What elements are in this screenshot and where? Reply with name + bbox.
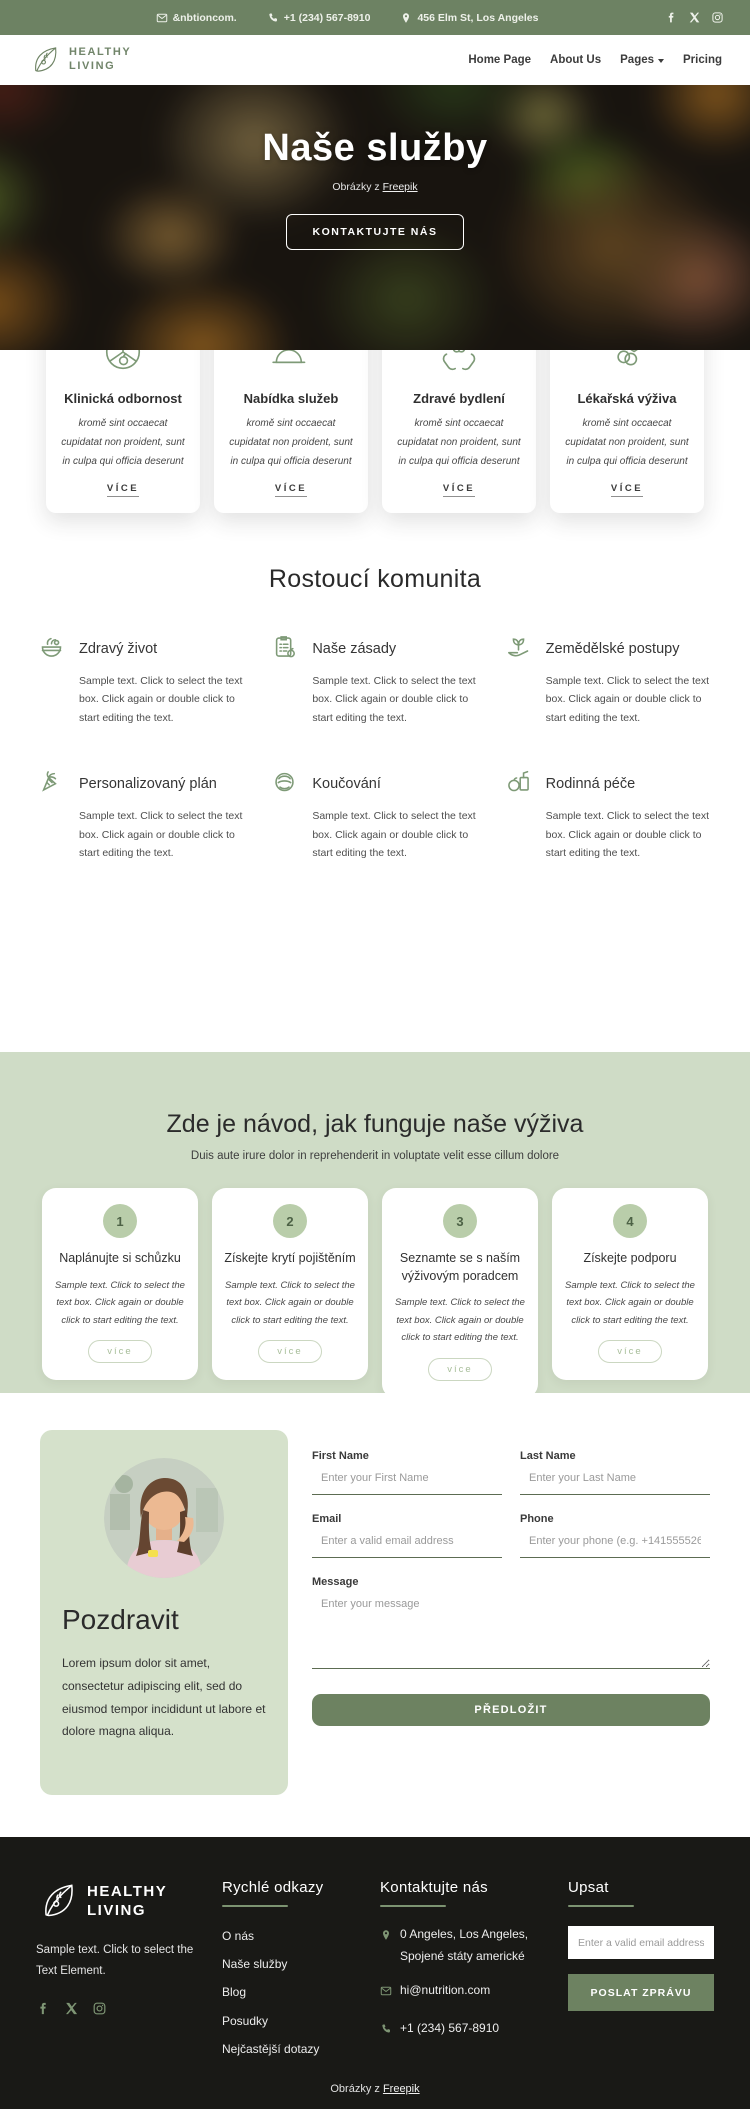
contact-text: Lorem ipsum dolor sit amet, consectetur adipiscing elit, sed do eiusmod tempor incididunt ut labore et dolore magna aliqua. bbox=[62, 1656, 266, 1739]
service-title: Lékařská výživa bbox=[577, 391, 677, 406]
feature-icon bbox=[271, 767, 303, 800]
community-section bbox=[0, 513, 750, 862]
main-section bbox=[0, 350, 750, 1052]
service-card bbox=[214, 350, 368, 513]
service-icon bbox=[57, 350, 189, 383]
feature-title: Naše zásady bbox=[312, 640, 397, 657]
newsletter-title: Upsat bbox=[568, 1879, 714, 1907]
topbar bbox=[0, 0, 750, 35]
first-name-field-group bbox=[312, 1450, 502, 1495]
service-card bbox=[550, 350, 704, 513]
how-subtitle: Duis aute irure dolor in reprehenderit in voluptate velit esse cillum dolore bbox=[190, 1150, 560, 1162]
social-icon-link[interactable] bbox=[711, 11, 724, 24]
step-number-badge: 3 bbox=[443, 1204, 477, 1238]
service-icon bbox=[561, 350, 693, 383]
feature-item bbox=[505, 632, 712, 727]
feature-title: Koučování bbox=[312, 775, 381, 792]
social-icon-link[interactable] bbox=[688, 11, 701, 24]
pin-icon bbox=[400, 12, 412, 24]
newsletter-email-input[interactable] bbox=[568, 1926, 714, 1959]
brand-logo[interactable] bbox=[28, 43, 131, 77]
social-icon-link[interactable] bbox=[36, 2001, 51, 2021]
header bbox=[0, 35, 750, 85]
service-card bbox=[382, 350, 536, 513]
contact-item-text: hi@nutrition.com bbox=[400, 1983, 491, 1998]
phone-icon bbox=[267, 12, 279, 24]
nav-item-label: About Us bbox=[550, 54, 602, 66]
feature-text: Sample text. Click to select the text box. Click again or double click to start editing the text. bbox=[312, 810, 476, 859]
feature-text: Sample text. Click to select the text box. Click again or double click to start editing the text. bbox=[79, 675, 243, 724]
greeting-panel bbox=[40, 1430, 288, 1795]
service-text: kromě sint occaecat cupidatat non proident, sunt in culpa qui officia deserunt bbox=[565, 418, 689, 467]
how-it-works-section bbox=[0, 1052, 750, 1393]
footer-link[interactable]: Posudky bbox=[222, 2013, 269, 2028]
nav-item-label: Pages bbox=[620, 54, 655, 66]
phone-label: Phone bbox=[520, 1513, 554, 1525]
step-text: Sample text. Click to select the text box. Click again or double click to start editing the text. bbox=[565, 1279, 695, 1326]
feature-icon bbox=[38, 767, 70, 800]
hero bbox=[0, 85, 750, 350]
feature-text: Sample text. Click to select the text box. Click again or double click to start editing the text. bbox=[79, 810, 243, 859]
footer-contact-column bbox=[380, 1879, 550, 2063]
footer-contact-items bbox=[380, 1924, 550, 2042]
social-icon-link[interactable] bbox=[64, 2001, 79, 2021]
leaf-logo-icon bbox=[28, 43, 62, 77]
step-text: Sample text. Click to select the text box. Click again or double click to start editing the text. bbox=[395, 1297, 525, 1344]
feature-item bbox=[271, 767, 478, 862]
service-more-link[interactable]: VÍCE bbox=[443, 483, 475, 497]
contact-form bbox=[312, 1430, 710, 1795]
footer-brand-name: HEALTHY LIVING bbox=[87, 1882, 168, 1919]
service-text: kromě sint occaecat cupidatat non proident, sunt in culpa qui officia deserunt bbox=[61, 418, 185, 467]
contact-item-icon bbox=[380, 1980, 392, 2005]
step-title: Naplánujte si schůzku bbox=[59, 1251, 181, 1265]
leaf-logo-icon bbox=[36, 1879, 80, 1923]
contact-item-text: +1 (234) 567-8910 bbox=[400, 2020, 500, 2035]
feature-title: Zemědělské postupy bbox=[545, 640, 680, 657]
feature-item bbox=[271, 632, 478, 727]
nav-item-label: Home Page bbox=[468, 54, 532, 66]
contact-us-button[interactable]: KONTAKTUJTE NÁS bbox=[286, 214, 465, 250]
step-title: Získejte krytí pojištěním bbox=[224, 1251, 356, 1265]
feature-item bbox=[38, 632, 245, 727]
feature-title: Rodinná péče bbox=[545, 775, 636, 792]
feature-icon bbox=[505, 632, 537, 665]
step-more-button[interactable]: více bbox=[428, 1358, 491, 1381]
service-title: Zdravé bydlení bbox=[413, 391, 505, 406]
avatar bbox=[104, 1458, 224, 1578]
first-name-label: First Name bbox=[312, 1450, 369, 1462]
contact-section bbox=[0, 1393, 750, 1837]
step-title: Seznamte se s naším výživovým poradcem bbox=[399, 1251, 521, 1283]
topbar-phone-text: +1 (234) 567-8910 bbox=[283, 11, 371, 24]
contact-item-icon bbox=[380, 1924, 392, 1967]
footer-link[interactable]: Nejčastější dotazy bbox=[222, 2041, 320, 2056]
feature-title: Personalizovaný plán bbox=[79, 775, 217, 792]
feature-text: Sample text. Click to select the text box. Click again or double click to start editing the text. bbox=[312, 675, 476, 724]
social-icon-link[interactable] bbox=[92, 2001, 107, 2021]
topbar-phone[interactable] bbox=[267, 12, 371, 24]
social-icon-link[interactable] bbox=[665, 11, 678, 24]
topbar-address-text: 456 Elm St, Los Angeles bbox=[417, 11, 539, 24]
main-nav bbox=[468, 54, 722, 66]
step-card bbox=[212, 1188, 368, 1380]
topbar-email-text: &nbtioncom. bbox=[172, 11, 237, 24]
first-name-input[interactable] bbox=[312, 1463, 502, 1495]
footer-quicklinks bbox=[222, 1922, 362, 2063]
how-title: Zde je návod, jak funguje naše výživa bbox=[166, 1110, 584, 1138]
step-card bbox=[42, 1188, 198, 1380]
contact-item-icon bbox=[380, 2018, 392, 2043]
contact-heading: Pozdravit bbox=[62, 1604, 179, 1635]
nav-item[interactable] bbox=[683, 54, 722, 66]
send-message-button[interactable]: POSLAT ZPRÁVU bbox=[568, 1974, 714, 2011]
footer bbox=[0, 1837, 750, 2109]
footer-newsletter-column bbox=[568, 1879, 714, 2063]
phone-input[interactable] bbox=[520, 1526, 710, 1558]
footer-quicklinks-column bbox=[222, 1879, 362, 2063]
community-title: Rostoucí komunita bbox=[268, 565, 482, 593]
hero-image-credit: Obrázky z Freepik bbox=[332, 181, 418, 193]
step-number-badge: 4 bbox=[613, 1204, 647, 1238]
nav-item-label: Pricing bbox=[683, 54, 722, 66]
page-title: Naše služby bbox=[262, 127, 488, 169]
step-more-button[interactable]: více bbox=[88, 1340, 151, 1363]
topbar-social-links bbox=[665, 0, 724, 35]
footer-social-links bbox=[36, 2001, 204, 2021]
feature-item bbox=[38, 767, 245, 862]
step-number-badge: 2 bbox=[273, 1204, 307, 1238]
nav-item[interactable] bbox=[550, 54, 601, 66]
step-number-badge: 1 bbox=[103, 1204, 137, 1238]
email-input[interactable] bbox=[312, 1526, 502, 1558]
step-title: Získejte podporu bbox=[583, 1251, 677, 1265]
topbar-email[interactable] bbox=[156, 12, 237, 24]
services-cards bbox=[46, 350, 704, 513]
service-title: Klinická odbornost bbox=[64, 391, 182, 406]
footer-link[interactable]: Naše služby bbox=[222, 1957, 288, 1972]
step-card bbox=[382, 1188, 538, 1393]
last-name-label: Last Name bbox=[520, 1450, 576, 1462]
feature-icon bbox=[505, 767, 537, 800]
service-text: kromě sint occaecat cupidatat non proident, sunt in culpa qui officia deserunt bbox=[397, 418, 521, 467]
envelope-icon bbox=[156, 12, 168, 24]
service-icon bbox=[393, 350, 525, 383]
step-card bbox=[552, 1188, 708, 1380]
message-input[interactable] bbox=[312, 1589, 710, 1669]
step-text: Sample text. Click to select the text box. Click again or double click to start editing the text. bbox=[225, 1279, 355, 1326]
service-more-link[interactable]: VÍCE bbox=[107, 483, 139, 497]
service-card bbox=[46, 350, 200, 513]
email-field-group bbox=[312, 1513, 502, 1558]
footer-brand-logo[interactable] bbox=[36, 1879, 204, 1923]
topbar-info bbox=[156, 12, 539, 24]
page-image-credit: Obrázky z Freepik bbox=[330, 2083, 420, 2095]
email-label: Email bbox=[312, 1513, 342, 1525]
phone-field-group bbox=[520, 1513, 710, 1558]
footer-brand-column bbox=[36, 1879, 204, 2063]
last-name-field-group bbox=[520, 1450, 710, 1495]
feature-icon bbox=[38, 632, 70, 665]
service-icon bbox=[225, 350, 357, 383]
service-more-link[interactable]: VÍCE bbox=[275, 483, 307, 497]
message-field-group bbox=[312, 1576, 710, 1674]
feature-text: Sample text. Click to select the text box. Click again or double click to start editing the text. bbox=[545, 675, 710, 724]
footer-link[interactable]: O nás bbox=[222, 1929, 255, 1943]
quicklinks-title: Rychlé odkazy bbox=[222, 1879, 362, 1907]
nav-item[interactable] bbox=[620, 54, 664, 66]
message-label: Message bbox=[312, 1576, 359, 1588]
contact-item-text: 0 Angeles, Los Angeles, Spojené státy americké bbox=[400, 1927, 529, 1963]
footer-contact-item[interactable] bbox=[380, 1924, 550, 1967]
brand-name: HEALTHY LIVING bbox=[69, 46, 132, 72]
feature-title: Zdravý život bbox=[79, 640, 158, 657]
step-text: Sample text. Click to select the text box. Click again or double click to start editing the text. bbox=[55, 1279, 185, 1326]
how-steps bbox=[0, 1188, 750, 1393]
step-more-button[interactable]: více bbox=[258, 1340, 321, 1363]
service-title: Nabídka služeb bbox=[243, 391, 339, 406]
feature-item bbox=[505, 767, 712, 862]
submit-button[interactable]: PŘEDLOŽIT bbox=[312, 1694, 710, 1726]
footer-contact-title: Kontaktujte nás bbox=[380, 1879, 550, 1907]
feature-text: Sample text. Click to select the text box. Click again or double click to start editing the text. bbox=[545, 810, 710, 859]
service-text: kromě sint occaecat cupidatat non proident, sunt in culpa qui officia deserunt bbox=[229, 418, 353, 467]
topbar-address bbox=[400, 12, 538, 24]
footer-contact-item[interactable] bbox=[380, 2018, 550, 2043]
footer-about-text: Sample text. Click to select the Text Element. bbox=[36, 1944, 194, 1977]
footer-link[interactable]: Blog bbox=[222, 1985, 247, 2000]
last-name-input[interactable] bbox=[520, 1463, 710, 1495]
step-more-button[interactable]: více bbox=[598, 1340, 661, 1363]
service-more-link[interactable]: VÍCE bbox=[611, 483, 643, 497]
freepik-link[interactable]: Freepik bbox=[382, 181, 418, 193]
freepik-link[interactable]: Freepik bbox=[382, 2083, 420, 2095]
nav-item[interactable] bbox=[468, 54, 531, 66]
feature-icon bbox=[271, 632, 303, 665]
community-features bbox=[0, 632, 750, 862]
chevron-down-icon bbox=[658, 59, 664, 63]
footer-contact-item[interactable] bbox=[380, 1980, 550, 2005]
